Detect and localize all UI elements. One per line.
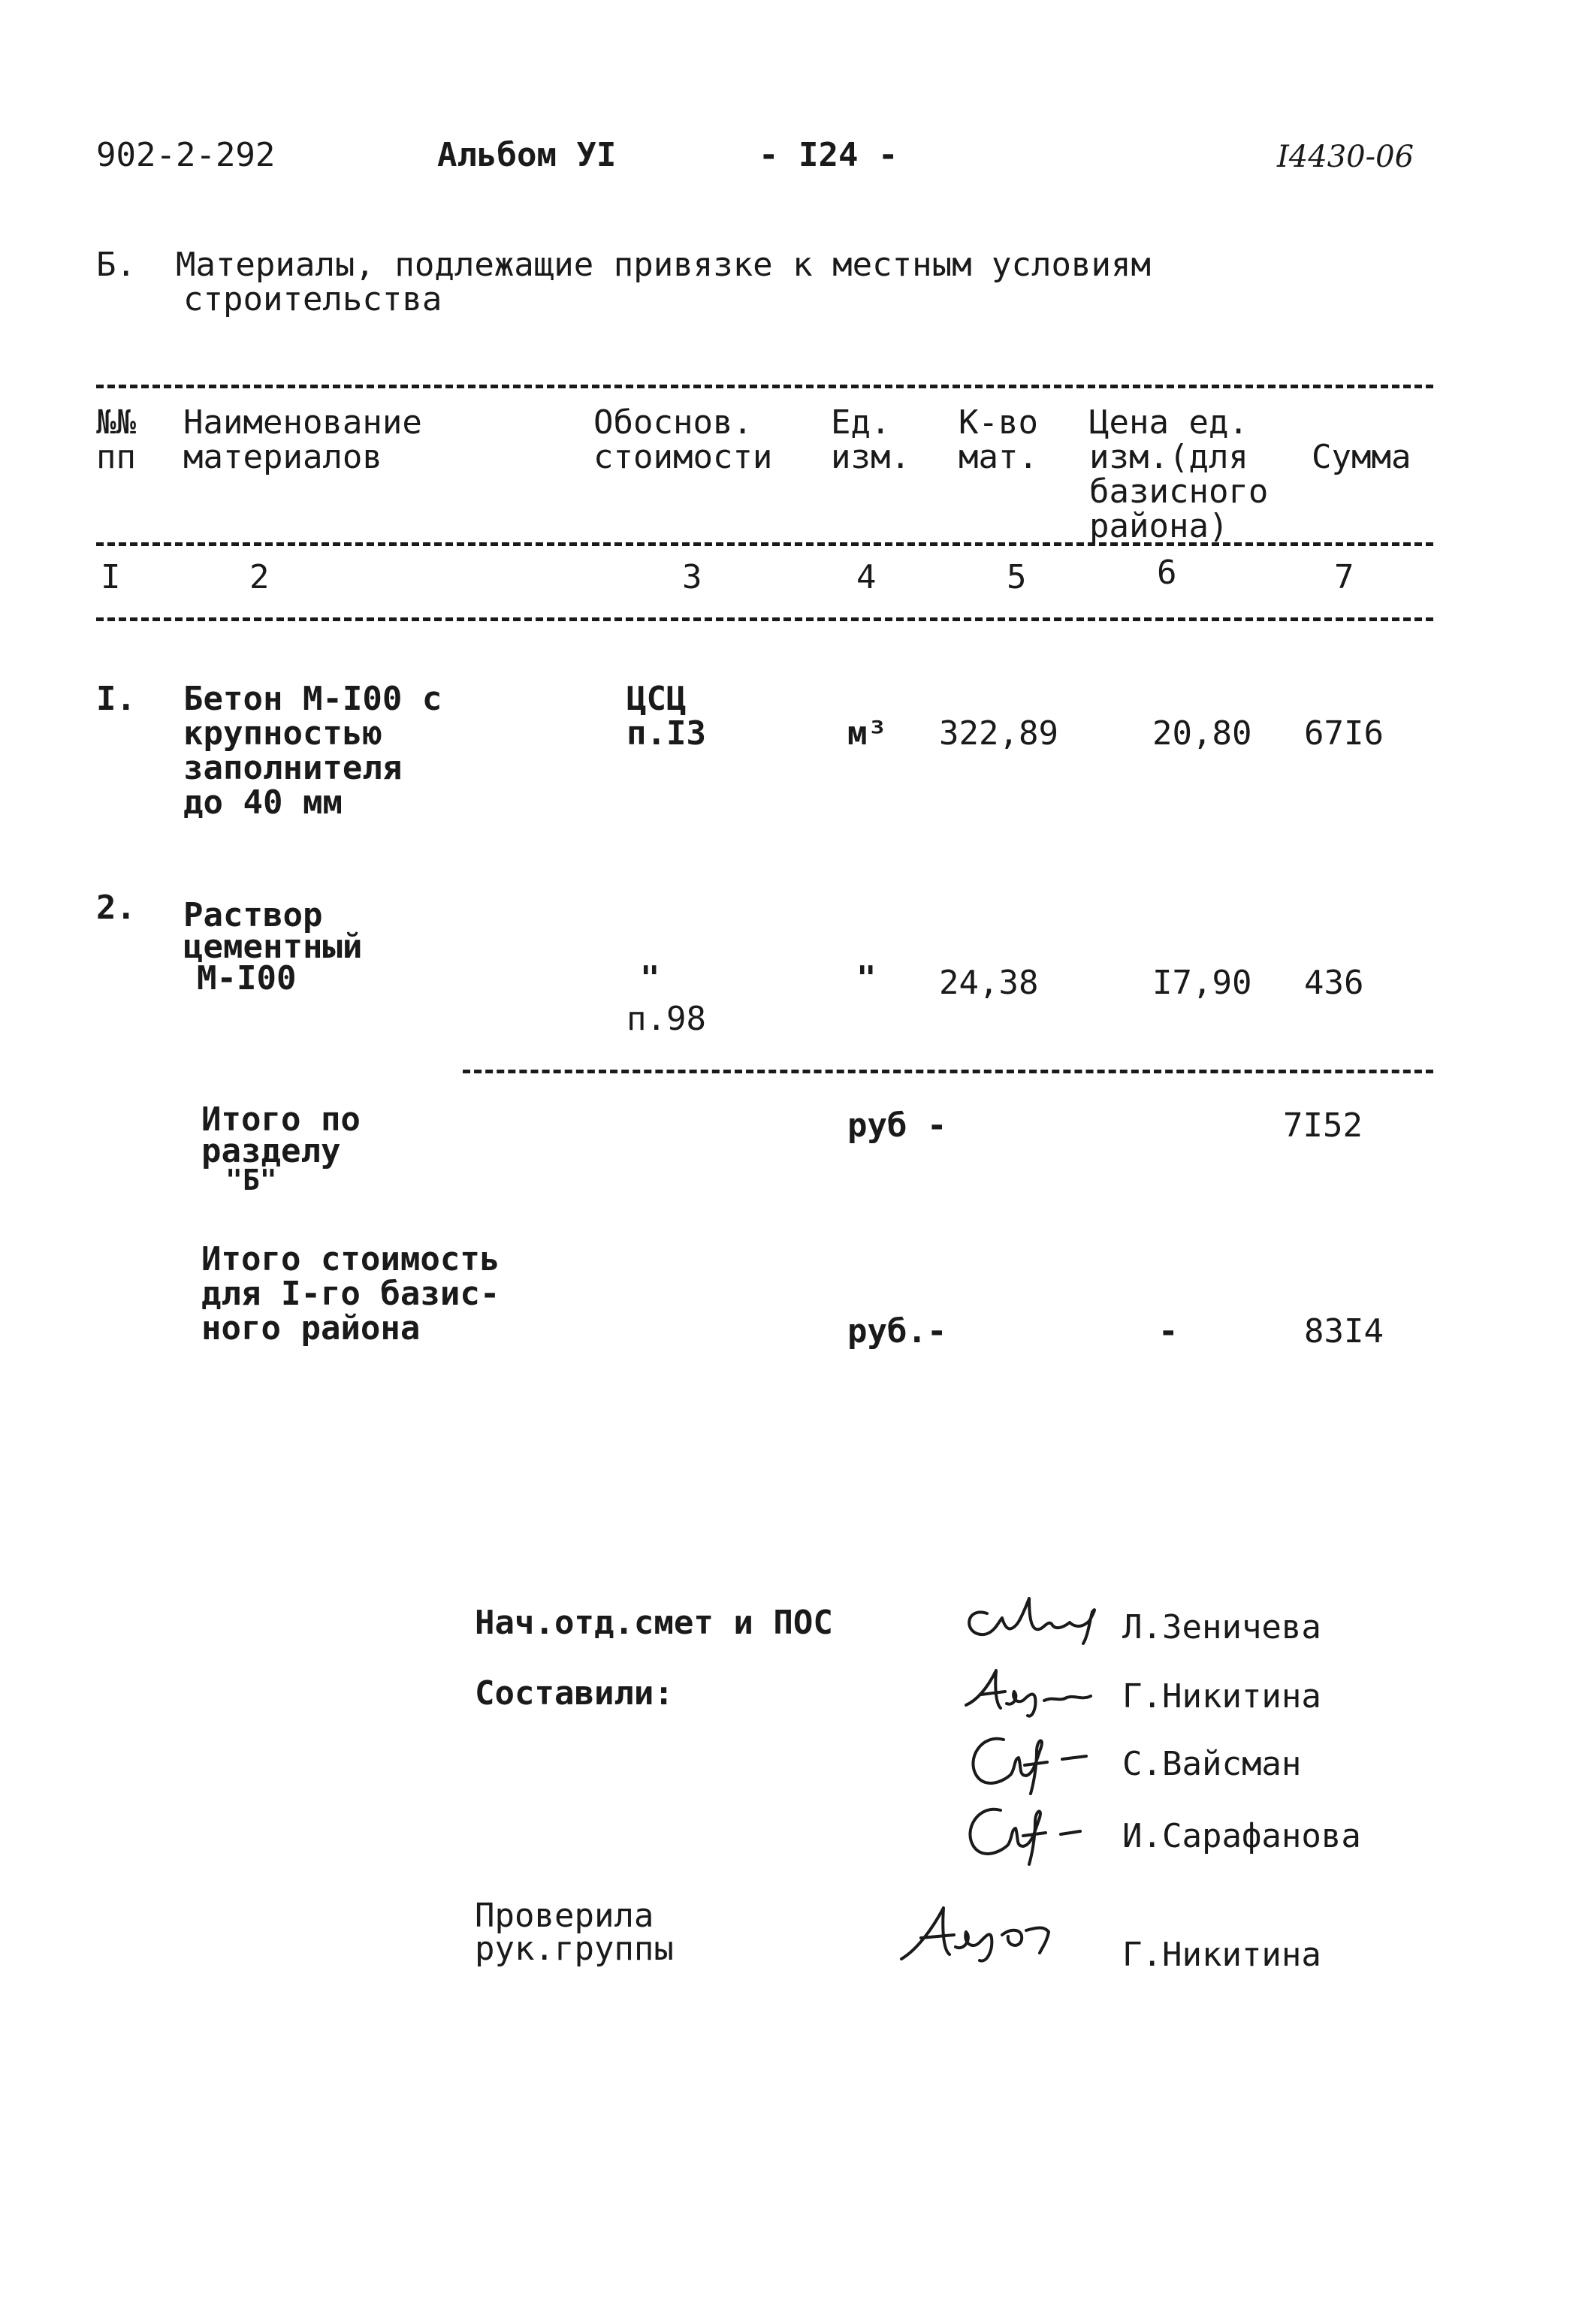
header-qty-2: мат.	[959, 438, 1038, 476]
header-price-2: изм.(для	[1089, 438, 1248, 476]
row-2-name-3: М-I00	[197, 959, 297, 998]
header-price-4: района)	[1089, 507, 1229, 545]
handwritten-signature	[962, 1666, 1112, 1726]
document-code: 902-2-292	[96, 136, 276, 174]
subtotal-rule	[463, 1070, 1433, 1073]
row-1-price: 20,80	[1152, 714, 1252, 753]
col-number-2: 2	[249, 558, 270, 596]
row-1-name-1: Бетон М-I00 с	[183, 680, 442, 718]
header-name-2: материалов	[183, 438, 382, 476]
col-number-1: I	[101, 558, 121, 596]
subtotal-unit: руб -	[847, 1106, 947, 1145]
signatory-name: Г.Никитина	[1122, 1936, 1321, 1974]
row-2-price: I7,90	[1152, 964, 1252, 1002]
total-label-3: ного района	[201, 1309, 421, 1348]
header-qty-1: К-во	[959, 403, 1038, 442]
table-rule-header	[96, 542, 1433, 546]
row-1-name-4: до 40 мм	[183, 783, 343, 822]
col-number-6: 6	[1157, 554, 1177, 592]
col-number-4: 4	[856, 558, 877, 596]
total-sum: 83I4	[1304, 1312, 1384, 1351]
row-2-name-2: цементный	[183, 928, 363, 966]
section-title: Б. Материалы, подлежащие привязке к местным условиям	[96, 246, 1151, 284]
header-price-1: Цена ед.	[1089, 403, 1248, 442]
row-2-qty: 24,38	[939, 964, 1039, 1002]
subtotal-sum: 7I52	[1283, 1106, 1363, 1145]
handwritten-signature	[894, 1900, 1089, 1975]
table-rule-top	[96, 385, 1433, 388]
checked-label-1: Проверила	[475, 1897, 654, 1935]
row-1-basis-2: п.I3	[626, 714, 706, 753]
header-name-1: Наименование	[183, 403, 422, 442]
header-price-3: базисного	[1089, 472, 1269, 511]
row-1-basis-1: ЦСЦ	[626, 680, 687, 718]
row-1-sum: 67I6	[1304, 714, 1384, 753]
total-label-2: для I-го базис-	[201, 1275, 500, 1313]
album-label: Альбом УI	[437, 136, 617, 174]
header-unit-1: Ед.	[831, 403, 891, 442]
handwritten-signature	[959, 1729, 1109, 1797]
head-label: Нач.отд.смет и ПОС	[475, 1604, 833, 1642]
header-num-1: №№	[96, 403, 136, 442]
header-basis-1: Обоснов.	[593, 403, 753, 442]
subtotal-label-3: "Б"	[225, 1164, 277, 1197]
row-1-name-2: крупностью	[183, 714, 382, 753]
row-2-basis-1: "	[640, 959, 660, 998]
col-number-7: 7	[1334, 558, 1354, 596]
page-number: - I24 -	[759, 136, 898, 174]
col-number-3: 3	[682, 558, 702, 596]
signatory-name: И.Сарафанова	[1122, 1817, 1361, 1855]
section-title-cont: строительства	[183, 280, 442, 318]
total-label-1: Итого стоимость	[201, 1240, 500, 1278]
signatory-name: Л.Зеничева	[1122, 1608, 1321, 1646]
row-1-num: I.	[96, 680, 136, 718]
signatory-name: Г.Никитина	[1122, 1677, 1321, 1716]
sheet-number: I4430-06	[1277, 140, 1414, 174]
signatory-name: С.Вайсман	[1122, 1745, 1302, 1783]
header-unit-2: изм.	[831, 438, 910, 476]
table-rule-colnums	[96, 617, 1433, 621]
row-2-num: 2.	[96, 889, 136, 927]
row-2-sum: 436	[1304, 964, 1364, 1002]
row-2-unit: "	[856, 959, 877, 998]
header-sum: Сумма	[1312, 438, 1411, 476]
row-2-basis-2: п.98	[626, 1000, 706, 1038]
checked-label-2: рук.группы	[475, 1930, 674, 1968]
header-num-2: пп	[96, 438, 136, 476]
col-number-5: 5	[1007, 558, 1027, 596]
row-1-qty: 322,89	[939, 714, 1058, 753]
subtotal-label-2: разделу	[201, 1132, 341, 1170]
row-1-unit: м³	[847, 714, 887, 753]
total-unit: руб.-	[847, 1312, 947, 1351]
header-basis-2: стоимости	[593, 438, 773, 476]
handwritten-signature	[954, 1800, 1104, 1867]
subtotal-label-1: Итого по	[201, 1100, 361, 1139]
total-price: -	[1158, 1312, 1179, 1351]
compiled-label: Составили:	[475, 1674, 674, 1713]
row-1-name-3: заполнителя	[183, 749, 403, 787]
handwritten-signature	[957, 1591, 1107, 1651]
row-2-name-1: Раствор	[183, 896, 323, 934]
